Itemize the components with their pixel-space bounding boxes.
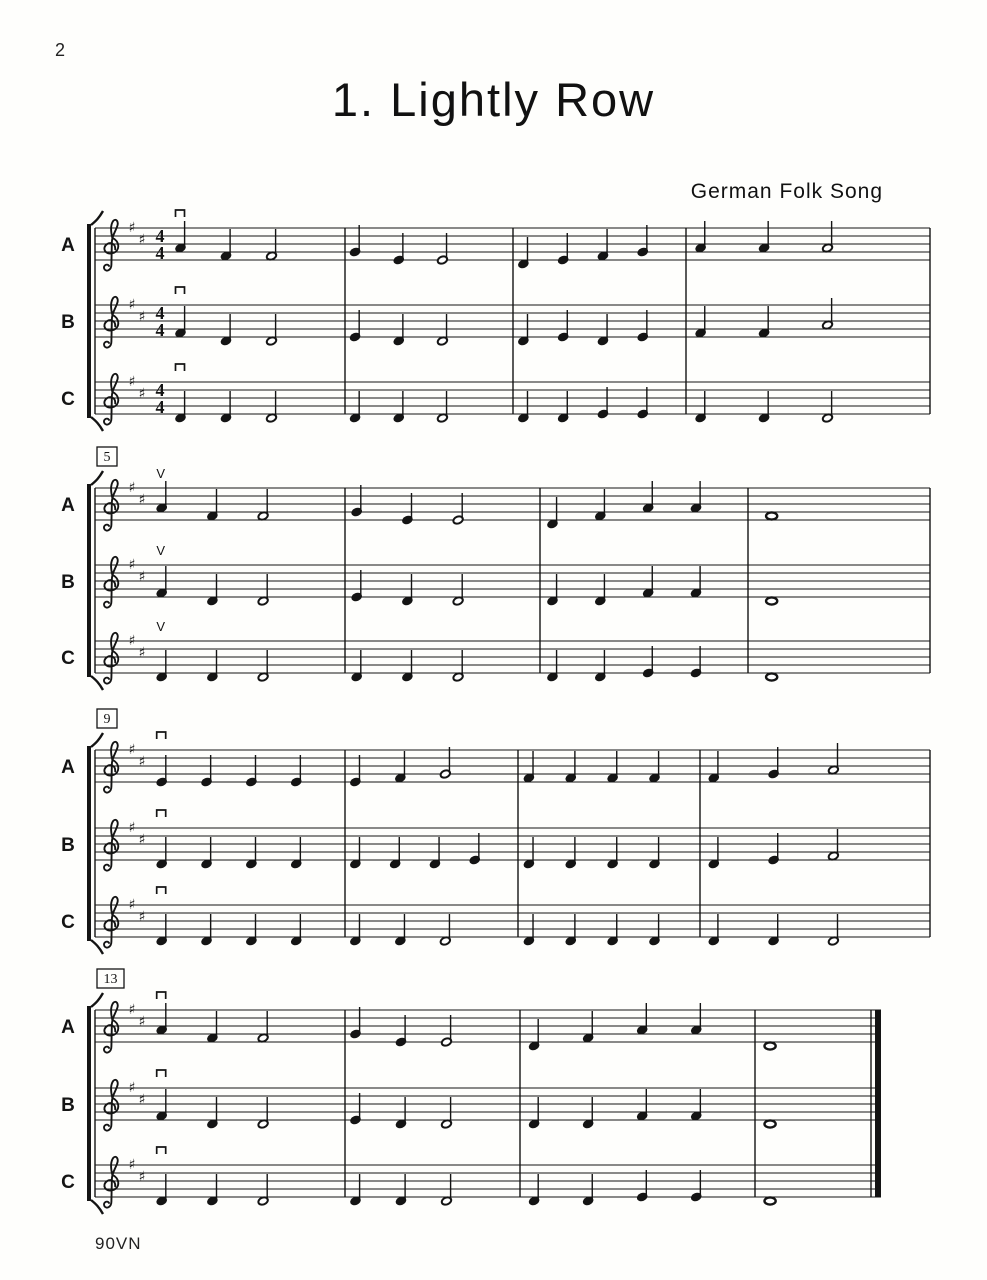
quarter-note	[350, 755, 362, 787]
quarter-note	[758, 306, 770, 338]
treble-clef-icon	[104, 820, 118, 871]
part-label: B	[61, 835, 75, 856]
svg-text:4: 4	[155, 320, 165, 340]
half-note	[266, 229, 278, 261]
half-note	[437, 233, 449, 265]
quarter-note	[557, 310, 569, 342]
quarter-note	[642, 646, 654, 678]
svg-text:♯: ♯	[128, 742, 136, 758]
svg-text:♯: ♯	[138, 309, 146, 325]
quarter-note	[395, 914, 407, 946]
page-number: 2	[55, 40, 66, 60]
staff-A	[61, 466, 930, 531]
treble-clef-icon	[104, 220, 118, 271]
quarter-note	[469, 833, 481, 865]
quarter-note	[220, 229, 232, 261]
quarter-note	[636, 1089, 648, 1121]
quarter-note	[207, 650, 219, 682]
quarter-note	[607, 837, 619, 869]
treble-clef-icon	[104, 897, 118, 948]
quarter-note	[351, 650, 363, 682]
quarter-note	[518, 314, 530, 346]
quarter-note	[649, 837, 661, 869]
half-note	[822, 391, 834, 423]
half-note	[266, 314, 278, 346]
quarter-note	[156, 1174, 168, 1206]
staff-C	[61, 887, 930, 948]
quarter-note	[597, 229, 609, 261]
staff-C	[61, 619, 930, 684]
quarter-note	[690, 646, 702, 678]
quarter-note	[393, 233, 405, 265]
part-label: A	[61, 1017, 75, 1038]
quarter-note	[768, 914, 780, 946]
half-note	[828, 914, 840, 946]
treble-clef-icon	[104, 1002, 118, 1053]
half-note	[257, 1097, 269, 1129]
quarter-note	[402, 574, 414, 606]
quarter-note	[597, 314, 609, 346]
quarter-note	[207, 1174, 219, 1206]
quarter-note	[582, 1174, 594, 1206]
quarter-note	[690, 566, 702, 598]
quarter-note	[642, 481, 654, 513]
quarter-note	[350, 1174, 362, 1206]
quarter-note	[528, 1019, 540, 1051]
quarter-note	[649, 914, 661, 946]
half-note	[441, 1174, 453, 1206]
quarter-note	[201, 837, 213, 869]
treble-clef-icon	[104, 297, 118, 348]
quarter-note	[695, 391, 707, 423]
half-note	[440, 747, 452, 779]
quarter-note	[565, 751, 577, 783]
quarter-note	[156, 837, 168, 869]
svg-text:4: 4	[155, 243, 165, 263]
system-4	[61, 969, 881, 1214]
composer-credit: German Folk Song	[690, 180, 883, 203]
svg-text:♯: ♯	[138, 386, 146, 402]
quarter-note	[175, 221, 187, 253]
quarter-note	[547, 650, 559, 682]
down-bow-icon	[157, 732, 166, 739]
svg-text:♯: ♯	[138, 1014, 146, 1030]
quarter-note	[402, 650, 414, 682]
down-bow-icon	[157, 887, 166, 894]
part-label: B	[61, 312, 75, 333]
part-label: C	[61, 1172, 75, 1193]
quarter-note	[220, 314, 232, 346]
svg-text:4: 4	[155, 380, 165, 400]
whole-note	[764, 1120, 775, 1127]
half-note	[452, 574, 464, 606]
staff-C	[61, 1147, 881, 1208]
quarter-note	[389, 837, 401, 869]
quarter-note	[395, 751, 407, 783]
whole-note	[764, 1042, 775, 1049]
part-label: C	[61, 648, 75, 669]
quarter-note	[637, 387, 649, 419]
half-note	[257, 1174, 269, 1206]
svg-text:♯: ♯	[138, 1169, 146, 1185]
down-bow-icon	[176, 364, 185, 371]
svg-text:♯: ♯	[128, 480, 136, 496]
half-note	[440, 914, 452, 946]
quarter-note	[758, 391, 770, 423]
quarter-note	[207, 574, 219, 606]
quarter-note	[220, 391, 232, 423]
quarter-note	[246, 837, 258, 869]
quarter-note	[607, 751, 619, 783]
staff-B	[61, 810, 930, 871]
quarter-note	[246, 755, 258, 787]
treble-clef-icon	[104, 374, 118, 425]
svg-text:♯: ♯	[138, 1092, 146, 1108]
quarter-note	[528, 1097, 540, 1129]
svg-text:♯: ♯	[128, 374, 136, 390]
quarter-note	[393, 391, 405, 423]
quarter-note	[523, 914, 535, 946]
quarter-note	[156, 481, 168, 513]
half-note	[828, 829, 840, 861]
svg-text:♯: ♯	[128, 557, 136, 573]
staff-A	[61, 210, 930, 271]
treble-clef-icon	[104, 1157, 118, 1208]
quarter-note	[597, 387, 609, 419]
part-label: C	[61, 389, 75, 410]
quarter-note	[207, 1011, 219, 1043]
quarter-note	[636, 1003, 648, 1035]
down-bow-icon	[157, 810, 166, 817]
quarter-note	[207, 1097, 219, 1129]
down-bow-icon	[176, 210, 185, 217]
quarter-note	[547, 497, 559, 529]
quarter-note	[156, 1003, 168, 1035]
quarter-note	[642, 566, 654, 598]
quarter-note	[768, 747, 780, 779]
quarter-note	[349, 310, 361, 342]
quarter-note	[690, 1089, 702, 1121]
quarter-note	[695, 221, 707, 253]
quarter-note	[290, 914, 302, 946]
svg-text:9: 9	[103, 712, 111, 727]
half-note	[257, 574, 269, 606]
treble-clef-icon	[104, 742, 118, 793]
up-bow-icon: V	[156, 619, 166, 634]
staff-B	[61, 1070, 881, 1131]
quarter-note	[518, 237, 530, 269]
half-note	[441, 1015, 453, 1047]
svg-text:♯: ♯	[128, 820, 136, 836]
quarter-note	[690, 481, 702, 513]
staff-C	[61, 364, 930, 425]
quarter-note	[429, 837, 441, 869]
quarter-note	[607, 914, 619, 946]
svg-text:4: 4	[155, 397, 165, 417]
quarter-note	[175, 306, 187, 338]
half-note	[822, 221, 834, 253]
quarter-note	[175, 391, 187, 423]
half-note	[441, 1097, 453, 1129]
quarter-note	[351, 570, 363, 602]
system-3	[61, 709, 930, 954]
quarter-note	[557, 391, 569, 423]
svg-text:♯: ♯	[138, 754, 146, 770]
quarter-note	[393, 314, 405, 346]
quarter-note	[201, 914, 213, 946]
svg-text:♯: ♯	[128, 1157, 136, 1173]
system-1	[61, 210, 930, 431]
svg-text:♯: ♯	[138, 832, 146, 848]
down-bow-icon	[157, 1070, 166, 1077]
quarter-note	[207, 489, 219, 521]
quarter-note	[695, 306, 707, 338]
rehearsal-number	[97, 447, 117, 466]
quarter-note	[708, 751, 720, 783]
whole-note	[764, 1197, 775, 1204]
part-label: B	[61, 1095, 75, 1116]
quarter-note	[595, 650, 607, 682]
half-note	[257, 1011, 269, 1043]
staff-A	[61, 992, 881, 1053]
half-note	[257, 489, 269, 521]
svg-text:♯: ♯	[138, 569, 146, 585]
quarter-note	[636, 1170, 648, 1202]
quarter-note	[351, 485, 363, 517]
quarter-note	[402, 493, 414, 525]
quarter-note	[350, 837, 362, 869]
quarter-note	[518, 391, 530, 423]
quarter-note	[201, 755, 213, 787]
quarter-note	[547, 574, 559, 606]
svg-text:♯: ♯	[138, 645, 146, 661]
rehearsal-number	[97, 969, 124, 988]
staff-B	[61, 287, 930, 348]
quarter-note	[637, 225, 649, 257]
half-note	[257, 650, 269, 682]
svg-text:♯: ♯	[128, 297, 136, 313]
svg-text:♯: ♯	[138, 232, 146, 248]
half-note	[437, 391, 449, 423]
quarter-note	[637, 310, 649, 342]
quarter-note	[290, 755, 302, 787]
quarter-note	[708, 914, 720, 946]
treble-clef-icon	[104, 480, 118, 531]
down-bow-icon	[157, 1147, 166, 1154]
quarter-note	[690, 1003, 702, 1035]
quarter-note	[395, 1015, 407, 1047]
part-label: A	[61, 235, 75, 256]
svg-text:4: 4	[155, 303, 165, 323]
whole-note	[766, 512, 777, 519]
part-label: A	[61, 757, 75, 778]
treble-clef-icon	[104, 633, 118, 684]
system-2	[61, 447, 930, 690]
quarter-note	[565, 914, 577, 946]
svg-text:♯: ♯	[138, 909, 146, 925]
quarter-note	[246, 914, 258, 946]
up-bow-icon: V	[156, 466, 166, 481]
quarter-note	[156, 914, 168, 946]
svg-text:♯: ♯	[128, 1002, 136, 1018]
staff-A	[61, 732, 930, 793]
half-note	[828, 743, 840, 775]
quarter-note	[565, 837, 577, 869]
quarter-note	[582, 1011, 594, 1043]
quarter-note	[156, 1089, 168, 1121]
quarter-note	[350, 1093, 362, 1125]
up-bow-icon: V	[156, 543, 166, 558]
half-note	[822, 298, 834, 330]
svg-text:♯: ♯	[128, 897, 136, 913]
half-note	[437, 314, 449, 346]
quarter-note	[690, 1170, 702, 1202]
half-note	[452, 493, 464, 525]
svg-text:4: 4	[155, 226, 165, 246]
down-bow-icon	[157, 992, 166, 999]
half-note	[452, 650, 464, 682]
quarter-note	[349, 225, 361, 257]
down-bow-icon	[176, 287, 185, 294]
quarter-note	[290, 837, 302, 869]
quarter-note	[395, 1174, 407, 1206]
quarter-note	[582, 1097, 594, 1129]
quarter-note	[595, 489, 607, 521]
svg-text:5: 5	[103, 450, 111, 465]
svg-text:13: 13	[103, 972, 118, 987]
treble-clef-icon	[104, 557, 118, 608]
quarter-note	[350, 1007, 362, 1039]
quarter-note	[395, 1097, 407, 1129]
quarter-note	[649, 751, 661, 783]
part-label: B	[61, 572, 75, 593]
quarter-note	[349, 391, 361, 423]
rehearsal-number	[97, 709, 117, 728]
quarter-note	[595, 574, 607, 606]
half-note	[266, 391, 278, 423]
whole-note	[766, 597, 777, 604]
part-label: A	[61, 495, 75, 516]
quarter-note	[156, 650, 168, 682]
catalog-number: 90VN	[95, 1234, 142, 1253]
quarter-note	[768, 833, 780, 865]
svg-text:♯: ♯	[128, 633, 136, 649]
treble-clef-icon	[104, 1080, 118, 1131]
quarter-note	[350, 914, 362, 946]
quarter-note	[156, 755, 168, 787]
quarter-note	[523, 751, 535, 783]
quarter-note	[523, 837, 535, 869]
piece-title: 1. Lightly Row	[331, 73, 656, 126]
quarter-note	[528, 1174, 540, 1206]
svg-text:♯: ♯	[138, 492, 146, 508]
quarter-note	[708, 837, 720, 869]
quarter-note	[758, 221, 770, 253]
staff-B	[61, 543, 930, 608]
quarter-note	[557, 233, 569, 265]
part-label: C	[61, 912, 75, 933]
quarter-note	[156, 566, 168, 598]
svg-text:♯: ♯	[128, 220, 136, 236]
svg-text:♯: ♯	[128, 1080, 136, 1096]
whole-note	[766, 673, 777, 680]
